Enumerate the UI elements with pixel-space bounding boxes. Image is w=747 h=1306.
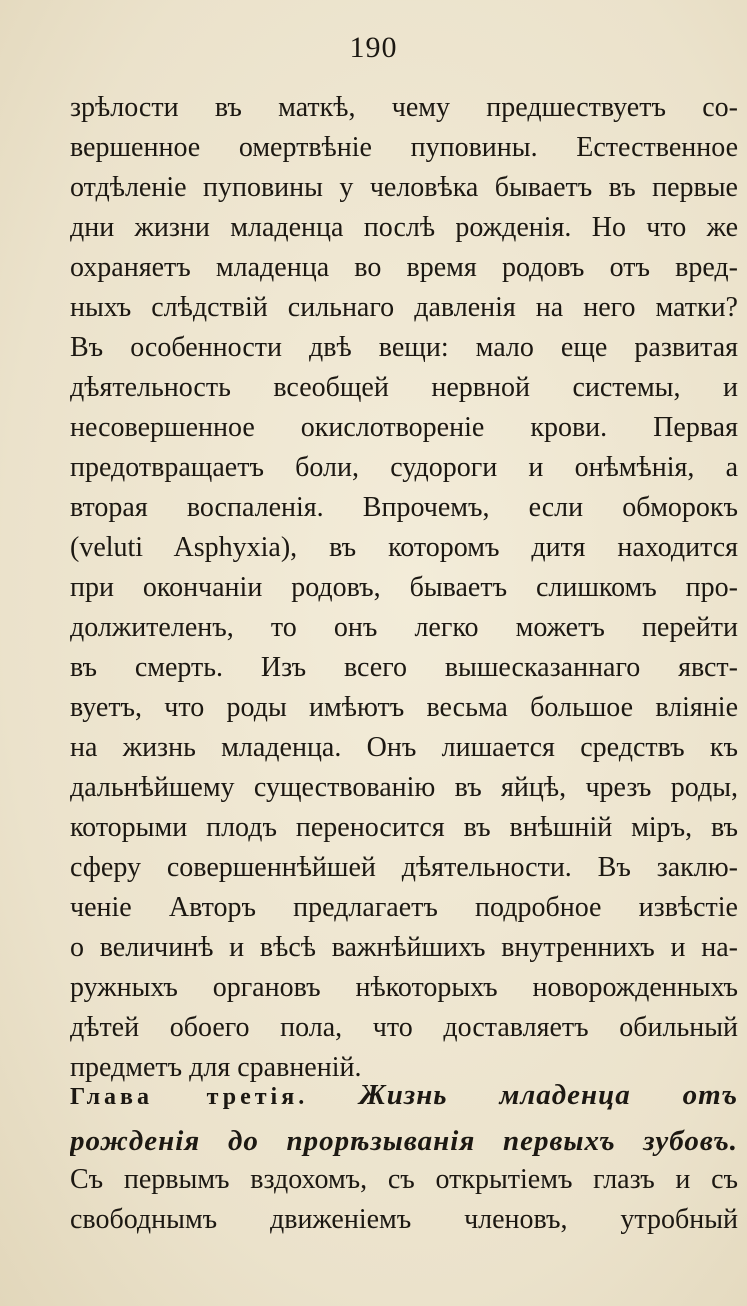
- text-line: Въ особенности двѣ вещи: мало еще развитая: [70, 332, 738, 363]
- text-line: несовершенное окислотвореніе крови. Первая: [70, 412, 738, 443]
- text-line: на жизнь младенца. Онъ лишается средствъ къ: [70, 732, 738, 763]
- text-line: дни жизни младенца послѣ рожденія. Но что же: [70, 212, 738, 243]
- chapter-heading: [70, 1072, 738, 1164]
- chapter-label: Глава третія.: [70, 1084, 309, 1110]
- text-line: дальнѣйшему существованію въ яйцѣ, чрезъ роды,: [70, 772, 738, 803]
- text-line: свободнымъ движеніемъ членовъ, утробный: [70, 1204, 738, 1235]
- chapter-title-part-2: рожденія до прорѣзыванія первыхъ зубовъ.: [70, 1125, 738, 1157]
- page-number: 190: [349, 31, 398, 64]
- text-line: вуетъ, что роды имѣютъ весьма большое вліяніе: [70, 692, 738, 723]
- chapter-heading-line-1: [70, 1072, 738, 1118]
- text-line: отдѣленіе пуповины у человѣка бываетъ въ первые: [70, 172, 738, 203]
- text-line: ныхъ слѣдствій сильнаго давленія на него матки?: [70, 292, 738, 323]
- text-line: дѣятельность всеобщей нервной системы, и: [70, 372, 738, 403]
- following-paragraph: [70, 1160, 738, 1240]
- text-line: предотвращаетъ боли, судороги и онѣмѣнія, а: [70, 452, 738, 483]
- text-line: дѣтей обоего пола, что доставляетъ обильный: [70, 1012, 738, 1043]
- text-line: ружныхъ органовъ нѣкоторыхъ новорожденныхъ: [70, 972, 738, 1003]
- text-line: ченіе Авторъ предлагаетъ подробное извѣстіе: [70, 892, 738, 923]
- text-line: должителенъ, то онъ легко можетъ перейти: [70, 612, 738, 643]
- text-line: охраняетъ младенца во время родовъ отъ вред-: [70, 252, 738, 283]
- text-line: зрѣлости въ маткѣ, чему предшествуетъ со-: [70, 92, 738, 123]
- paragraph: [70, 88, 738, 1088]
- chapter-title-part-1: Жизнь младенца отъ: [359, 1079, 738, 1111]
- text-line: вершенное омертвѣніе пуповины. Естественное: [70, 132, 738, 163]
- text-line: предметъ для сравненій.: [70, 1052, 362, 1083]
- text-line: вторая воспаленія. Впрочемъ, если обморокъ: [70, 492, 738, 523]
- text-line: о величинѣ и вѣсѣ важнѣйшихъ внутреннихъ и на-: [70, 932, 738, 963]
- text-line: сферу совершеннѣйшей дѣятельности. Въ заклю-: [70, 852, 738, 883]
- text-line: (veluti Asphyxia), въ которомъ дитя находится: [70, 532, 738, 563]
- text-line: въ смерть. Изъ всего вышесказаннаго явст-: [70, 652, 738, 683]
- text-line: которыми плодъ переносится въ внѣшній міръ, въ: [70, 812, 738, 843]
- text-line: при окончаніи родовъ, бываетъ слишкомъ про-: [70, 572, 738, 603]
- text-line: Съ первымъ вздохомъ, съ открытіемъ глазъ и съ: [70, 1164, 738, 1195]
